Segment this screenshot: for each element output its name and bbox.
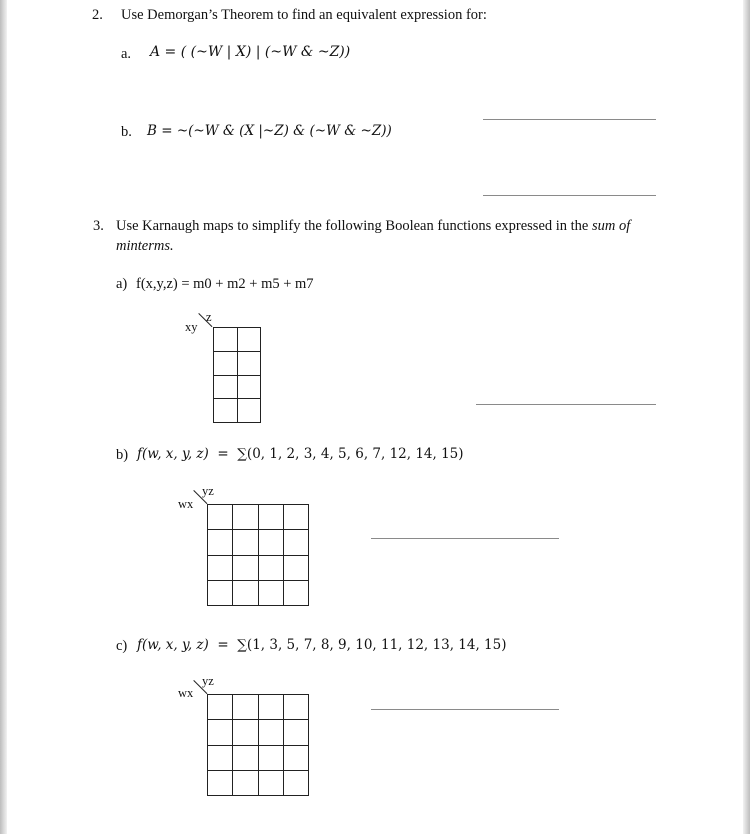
kmap-b-grid: [207, 504, 309, 606]
kmap-c-row-var: wx: [178, 686, 194, 700]
q2a-expression: A = ( (~W | X) | (~W & ~Z)): [150, 44, 351, 60]
kmap-cell[interactable]: [208, 695, 233, 720]
kmap-c-grid: [207, 694, 309, 796]
kmap-a-grid: [213, 327, 261, 423]
kmap-cell[interactable]: [208, 745, 233, 770]
q3a-answer-line[interactable]: [476, 404, 656, 405]
q3b-rhs: ∑(0, 1, 2, 3, 4, 5, 6, 7, 12, 14, 15): [237, 446, 464, 462]
q2a-label: a.: [121, 46, 132, 62]
q3c-lhs: f(w, x, y, z): [137, 637, 209, 653]
q3b-lhs: f(w, x, y, z): [137, 446, 209, 462]
kmap-cell[interactable]: [283, 555, 308, 580]
kmap-cell[interactable]: [237, 351, 261, 375]
kmap-b-col-var: yz: [202, 484, 214, 498]
q3c-label: c): [116, 638, 128, 654]
page-shadow-right: [743, 0, 750, 834]
kmap-c-col-var: yz: [202, 674, 214, 688]
kmap-cell[interactable]: [233, 580, 258, 605]
kmap-cell[interactable]: [233, 530, 258, 555]
kmap-a-col-var: z: [206, 310, 212, 324]
kmap-cell[interactable]: [258, 580, 283, 605]
kmap-cell[interactable]: [283, 505, 308, 530]
kmap-a-row-var: xy: [185, 320, 198, 334]
q3b-answer-line[interactable]: [371, 538, 559, 539]
question-3-prompt-italic: sum of: [592, 218, 631, 234]
kmap-cell[interactable]: [258, 770, 283, 795]
kmap-cell[interactable]: [283, 530, 308, 555]
kmap-cell[interactable]: [237, 328, 261, 352]
kmap-cell[interactable]: [258, 505, 283, 530]
kmap-cell[interactable]: [214, 399, 238, 423]
kmap-cell[interactable]: [233, 695, 258, 720]
question-2-prompt: Use Demorgan’s Theorem to find an equivalent expression for:: [121, 7, 487, 23]
kmap-cell[interactable]: [208, 530, 233, 555]
kmap-cell[interactable]: [208, 770, 233, 795]
q3c-answer-line[interactable]: [371, 709, 559, 710]
kmap-cell[interactable]: [258, 530, 283, 555]
kmap-b-row-var: wx: [178, 497, 194, 511]
kmap-cell[interactable]: [258, 720, 283, 745]
kmap-cell[interactable]: [283, 580, 308, 605]
q2b-answer-line[interactable]: [483, 195, 656, 196]
kmap-cell[interactable]: [233, 770, 258, 795]
q3c-eq: =: [217, 637, 229, 653]
kmap-cell[interactable]: [258, 555, 283, 580]
kmap-cell[interactable]: [233, 505, 258, 530]
kmap-cell[interactable]: [283, 745, 308, 770]
question-3-number: 3.: [93, 218, 104, 234]
page-shadow-left: [0, 0, 7, 834]
kmap-cell[interactable]: [214, 351, 238, 375]
q3b-label: b): [116, 447, 129, 463]
kmap-cell[interactable]: [258, 695, 283, 720]
q3b-eq: =: [217, 446, 229, 462]
q2b-label: b.: [121, 124, 132, 140]
kmap-cell[interactable]: [233, 555, 258, 580]
kmap-cell[interactable]: [208, 720, 233, 745]
kmap-cell[interactable]: [214, 375, 238, 399]
kmap-cell[interactable]: [283, 720, 308, 745]
question-3-prompt-cont: minterms.: [116, 238, 174, 254]
q3c-rhs: ∑(1, 3, 5, 7, 8, 9, 10, 11, 12, 13, 14, 15): [237, 637, 507, 653]
question-3-prompt: [116, 218, 630, 235]
q2b-expression: B = ~(~W & (X |~Z) & (~W & ~Z)): [147, 123, 392, 139]
q3a-label: a): [116, 276, 128, 292]
kmap-cell[interactable]: [258, 745, 283, 770]
kmap-cell[interactable]: [233, 720, 258, 745]
kmap-cell[interactable]: [214, 328, 238, 352]
question-3-prompt-text: Use Karnaugh maps to simplify the following Boolean functions expressed in the: [116, 218, 592, 234]
kmap-cell[interactable]: [208, 555, 233, 580]
kmap-cell[interactable]: [208, 505, 233, 530]
kmap-cell[interactable]: [283, 695, 308, 720]
kmap-cell[interactable]: [237, 375, 261, 399]
q3b-expression: [137, 446, 464, 462]
kmap-cell[interactable]: [237, 399, 261, 423]
kmap-cell[interactable]: [233, 745, 258, 770]
kmap-cell[interactable]: [208, 580, 233, 605]
q3c-expression: [137, 637, 506, 653]
q3a-expression: f(x,y,z) = m0 + m2 + m5 + m7: [136, 276, 314, 292]
q2a-answer-line[interactable]: [483, 119, 656, 120]
kmap-cell[interactable]: [283, 770, 308, 795]
question-2-number: 2.: [92, 7, 103, 23]
